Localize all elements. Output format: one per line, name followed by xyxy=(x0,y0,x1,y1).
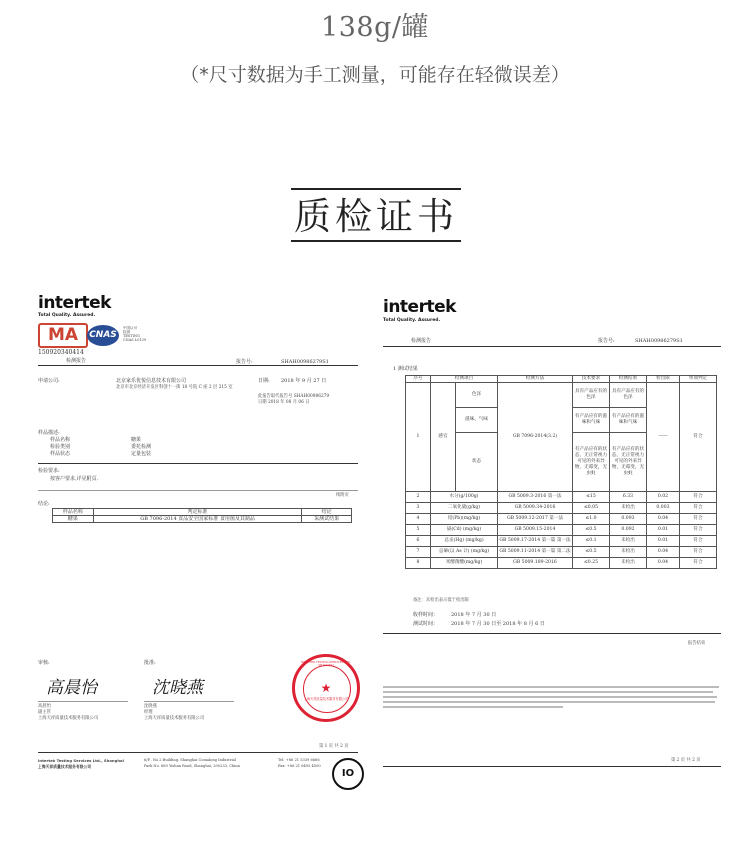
intertek-logo: intertek xyxy=(383,297,456,317)
cnas-logo-icon: CNAS xyxy=(87,325,119,346)
heading-title: 质检证书 xyxy=(294,195,458,238)
table-cell: 符合 xyxy=(680,536,717,547)
requirement-label: 检验要求: xyxy=(38,468,60,474)
divider xyxy=(38,490,358,491)
table-row xyxy=(406,558,717,569)
table-header-row xyxy=(53,509,352,516)
table-cell: GB 5009.11-2014 第一篇 第二法 xyxy=(498,547,573,558)
table-cell: 状态 xyxy=(456,433,498,492)
table-cell: 滋味、气味 xyxy=(456,408,498,433)
table-cell: 感官 xyxy=(431,383,456,492)
end-note: 报告结束 xyxy=(688,641,706,646)
table-cell: 0.04 xyxy=(647,558,680,569)
doc-type: 检测报告 xyxy=(411,338,432,344)
table-cell: GB 5009.3-2016 第一法 xyxy=(498,492,573,503)
signature-line xyxy=(38,701,128,702)
table-cell: ≤0.1 xyxy=(573,536,610,547)
replace-note: 此报告取代报告号 SHAH00986279 xyxy=(258,394,330,399)
doc-type: 检测报告 xyxy=(66,358,87,364)
table-cell: 符合 xyxy=(680,514,717,525)
receive-label: 收样时间： xyxy=(413,612,439,618)
receive-date: 2018 年 7 月 30 日 xyxy=(451,612,497,618)
cma-seal-icon: MA xyxy=(38,323,88,348)
table-header-cell: 单项判定 xyxy=(680,376,717,383)
cert-number: 150920340414 xyxy=(38,349,84,356)
divider xyxy=(38,365,358,366)
report-no-label: 报告号: xyxy=(598,338,615,344)
footer-divider xyxy=(383,766,721,767)
divider xyxy=(38,463,358,464)
table-cell: 色泽 xyxy=(456,383,498,408)
table-cell: 0.092 xyxy=(610,525,647,536)
table-cell: 水分(g/100g) xyxy=(431,492,498,503)
signer-title: 经理 xyxy=(144,710,153,715)
table-cell: 0.003 xyxy=(647,503,680,514)
replace-date: 日期 2018 年 08 月 06 日 xyxy=(258,400,310,405)
table-cell: 6 xyxy=(406,536,431,547)
page-number: 第 2 页 共 2 页 xyxy=(671,758,701,763)
table-header-row xyxy=(406,376,717,383)
report-no-label: 报告号: xyxy=(236,359,253,365)
table-row xyxy=(406,536,717,547)
table-cell: 6.33 xyxy=(610,492,647,503)
table-cell: GB 5009.12-2017 第一法 xyxy=(498,514,573,525)
applicant-label: 申请公司: xyxy=(38,378,60,384)
section-title: 1 测试结果 xyxy=(393,366,418,372)
table-header-cell: 检出限 xyxy=(647,376,680,383)
table-cell: 二氧化硫(g/kg) xyxy=(431,503,498,514)
footer-address: 6/F., No.2 Building, Shanghai Comalong Industrial xyxy=(144,758,236,762)
see-next-page: 续附页 xyxy=(336,493,349,498)
intertek-logo: intertek xyxy=(38,293,111,313)
table-header-cell: 检测结果 xyxy=(610,376,647,383)
table-cell: 未检出 xyxy=(610,558,647,569)
table-cell: 有产品应有的滋味和气味 xyxy=(610,408,647,433)
table-cell: GB 5009.15-2014 xyxy=(498,525,573,536)
table-header-cell: 序号 xyxy=(406,376,431,383)
table-row xyxy=(406,547,717,558)
table-cell: 3 xyxy=(406,503,431,514)
table-cell: ≤0.5 xyxy=(573,547,610,558)
table-cell: ≤0.25 xyxy=(573,558,610,569)
table-cell: 总汞(Hg) (mg/kg) xyxy=(431,536,498,547)
table-cell: ≤15 xyxy=(573,492,610,503)
table-cell: 0.01 xyxy=(647,536,680,547)
table-header-cell: 检测方法 xyxy=(498,376,573,383)
table-cell: 总砷(以 As 计) (mg/kg) xyxy=(431,547,498,558)
table-row xyxy=(406,525,717,536)
table-cell: GB 7096-2014(3.2) xyxy=(498,383,573,492)
iso-mark-icon: IO xyxy=(332,758,364,790)
report-no: SHAH00986279S1 xyxy=(281,359,329,365)
sample-field-label: 样品名称 xyxy=(50,437,71,443)
table-cell: 采测试结果 xyxy=(302,516,352,523)
table-cell: 0.02 xyxy=(647,492,680,503)
results-table xyxy=(405,375,717,569)
sample-field-value: 糖果 xyxy=(131,437,142,443)
date-label: 日期: xyxy=(258,378,270,384)
report-no: SHAH00986279S1 xyxy=(635,338,683,344)
applicant-address: 北京市北京经济开发区科创十一街 18 号院 C 座 2 层 215 室 xyxy=(116,385,233,390)
table-cell: 米酵菌酸(mg/kg) xyxy=(431,558,498,569)
table-cell: 符合 xyxy=(680,503,717,514)
sample-desc-label: 样品描述: xyxy=(38,430,60,436)
remark: 备注：未检出表示低于检出限 xyxy=(413,598,469,603)
table-header-cell: 技术要求 xyxy=(573,376,610,383)
table-cell: —— xyxy=(647,383,680,492)
signature-line xyxy=(144,701,234,702)
approver-signature: 高晨怡 xyxy=(46,678,97,698)
approver-name: 高晨怡 xyxy=(38,704,51,709)
intertek-tagline: Total Quality. Assured. xyxy=(383,318,441,323)
sample-field-label: 检验类别 xyxy=(50,444,71,450)
sample-field-value: 委托检测 xyxy=(131,444,152,450)
seal-subtext: INTERTEK TESTING SERVICES LTD., SHANGHAI xyxy=(300,661,352,667)
test-date: 2018 年 7 月 30 日至 2018 年 8 月 6 日 xyxy=(451,621,545,627)
intertek-tagline: Total Quality. Assured. xyxy=(38,313,96,318)
sample-field-label: 样品状态 xyxy=(50,451,71,457)
company-seal-icon: ★ 上海天祥质量技术服务有限公司 INTERTEK TESTING SERVICES LTD., SHANGHAI xyxy=(292,654,360,722)
table-cell: 有产品应有的状态，无正常视力可见的外来异物，无霉变，无虫蛀 xyxy=(573,433,610,492)
signer-signature: 沈晓燕 xyxy=(152,678,203,698)
table-cell: 符合 xyxy=(680,558,717,569)
footer-company-en: Intertek Testing Services Ltd., Shanghai xyxy=(38,758,124,763)
table-cell: 糖果 xyxy=(53,516,94,523)
table-cell: 4 xyxy=(406,514,431,525)
seal-text: 上海天祥质量技术服务有限公司 xyxy=(303,697,349,701)
table-cell: 未检出 xyxy=(610,547,647,558)
table-cell: 8 xyxy=(406,558,431,569)
footer-company-cn: 上海天祥质量技术服务有限公司 xyxy=(38,764,92,769)
heading-rule-bottom xyxy=(291,240,461,242)
footer-fax: Fax: +86 21 6495 4500 xyxy=(278,764,321,768)
section-heading xyxy=(291,188,461,242)
signer-name: 沈晓燕 xyxy=(144,704,157,709)
conclusion-table xyxy=(52,508,352,523)
divider xyxy=(383,633,721,634)
table-cell: 0.04 xyxy=(647,547,680,558)
test-label: 测试时间： xyxy=(413,621,439,627)
table-header-cell: 样品名称 xyxy=(53,509,94,516)
footer-divider xyxy=(38,752,358,753)
product-weight: 138g/罐 xyxy=(321,12,429,43)
page-number: 第 1 页 共 2 页 xyxy=(319,744,349,749)
table-cell: ≤0.05 xyxy=(573,503,610,514)
table-cell: 有产品应有的状态，无正常视力可见的外来异物，无霉变，无虫蛀 xyxy=(610,433,647,492)
table-cell: ≤0.5 xyxy=(573,525,610,536)
table-cell: 符合 xyxy=(680,492,717,503)
table-cell: 0.04 xyxy=(647,514,680,525)
table-cell: 有产品应有的滋味和气味 xyxy=(573,408,610,433)
approver-company: 上海天祥质量技术服务有限公司 xyxy=(38,716,99,721)
table-row xyxy=(406,492,717,503)
table-cell: 符合 xyxy=(680,547,717,558)
signer-label: 批准: xyxy=(144,660,156,666)
footer-address: Park No. 889 Yishan Road, Shanghai, 200233, China xyxy=(144,764,240,768)
sample-field-value: 定量包装 xyxy=(131,451,152,457)
table-row xyxy=(406,383,717,408)
report-page-1 xyxy=(36,292,366,779)
table-cell: 符合 xyxy=(680,525,717,536)
table-cell: GB 7096-2014 食品安全国家标准 食用菌及其制品 xyxy=(93,516,302,523)
table-header-cell: 结论 xyxy=(302,509,352,516)
table-cell: 7 xyxy=(406,547,431,558)
table-cell: GB 5009.34-2016 xyxy=(498,503,573,514)
table-header-cell: 检测项目 xyxy=(431,376,498,383)
fine-print xyxy=(383,686,721,708)
approver-label: 审核: xyxy=(38,660,50,666)
table-cell: ≤1.0 xyxy=(573,514,610,525)
applicant-name: 北京家乐优悦信息技术有限公司 xyxy=(116,378,187,384)
table-header-cell: 判定标准 xyxy=(93,509,302,516)
table-cell: 铅(Pb)(mg/kg) xyxy=(431,514,498,525)
table-cell: 符合 xyxy=(680,383,717,492)
report-page-2 xyxy=(383,292,723,772)
measurement-note: （*尺寸数据为手工测量，可能存在轻微误差） xyxy=(180,64,570,86)
cnas-caption: 中国认可 检测 TESTING CNAS L0139 xyxy=(123,326,147,342)
table-cell: 具有产品应有的色泽 xyxy=(573,383,610,408)
table-cell: 2 xyxy=(406,492,431,503)
footer-tel: Tel: +86 21 5339 6666 xyxy=(278,758,320,762)
table-cell: 未检出 xyxy=(610,503,647,514)
table-row xyxy=(406,503,717,514)
requirement-text: 按客户要求,详见附页. xyxy=(50,476,99,482)
table-cell: 0.01 xyxy=(647,525,680,536)
conclusion-label: 结论: xyxy=(38,501,50,507)
table-cell: GB 5009.189-2016 xyxy=(498,558,573,569)
table-cell: 具有产品应有的色泽 xyxy=(610,383,647,408)
table-cell: GB 5009.17-2014 第一篇 第一法 xyxy=(498,536,573,547)
table-row xyxy=(53,516,352,523)
signer-company: 上海天祥质量技术服务有限公司 xyxy=(144,716,205,721)
table-cell: 未检出 xyxy=(610,536,647,547)
approver-title: 副主管 xyxy=(38,710,51,715)
table-row xyxy=(406,514,717,525)
table-cell: 1 xyxy=(406,383,431,492)
report-date: 2018 年 9 月 27 日 xyxy=(281,378,327,384)
table-cell: 镉(Cd) (mg/kg) xyxy=(431,525,498,536)
divider xyxy=(383,346,721,347)
table-cell: 5 xyxy=(406,525,431,536)
table-cell: 0.093 xyxy=(610,514,647,525)
